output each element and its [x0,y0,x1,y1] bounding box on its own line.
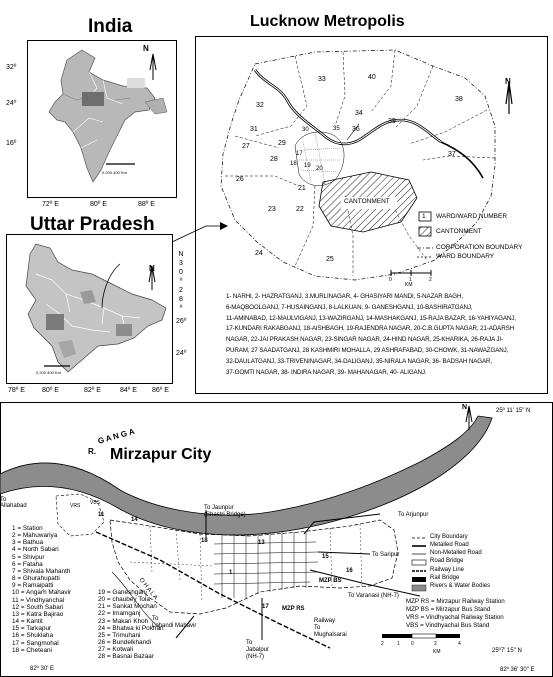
up-map [6,234,173,384]
india-scale-label: 0 200 400 Km [102,170,127,175]
ward-entry: 17 = Sangmohal [12,639,59,647]
lucknow-ward-29: 29 [278,140,286,147]
ward-entry: 5 = Shivpur [12,553,45,561]
mirzapur-coord-bottom-left: 82º 30' E [30,666,55,672]
place-mzp-bs: MZP BS [319,578,342,584]
ward-entry: 25 = Trimuhani [98,631,141,639]
lucknow-scale-label: KM [405,282,413,288]
ward-entry: 10 = Angarh Mahavir [12,589,72,597]
place-varanasi: To Varanasi (NH-7) [348,593,399,599]
lucknow-scale-0: 0 [389,277,392,283]
india-lon-88: 88º E [138,201,155,208]
abbrev-vbs: VBS = Vindhyachal Bus Stand [406,622,490,629]
mirzapur-ward-11: 11 [98,512,105,518]
ohala-label: O H A L A [137,577,159,602]
lucknow-ward-31: 31 [250,126,258,133]
ward-entry: 22 = Imamganj [98,610,141,618]
mirzapur-scale-4: 4 [458,641,461,647]
legend-city-boundary: City Boundary [430,534,468,540]
gomti-river [255,70,441,144]
mirzapur-scale-2l: 2 [381,641,384,647]
abbrev-vrs: VRS = Vindhyachal Railway Station [406,614,504,621]
legend-metalled-road: Metalled Road [430,542,469,548]
lucknow-ward-27: 27 [242,143,250,150]
ward-entry: 14 = Kantit [12,618,43,626]
ward-entry: 9 = Ramaipatti [12,582,54,590]
lucknow-ward-list [226,292,546,378]
ward-entry: 1 = Station [12,525,43,532]
legend-rail-bridge: Rail Bridge [430,575,460,581]
ward-list-line: PURAM, 27 SAADATGANJ, 28 KASHMIRI MOHALLA, 29 ASHRAFABAD, 30-CHOWK, 31-NAWAZGANJ, [226,346,509,354]
lucknow-ward-25: 25 [326,256,334,263]
mirzapur-ward-13: 13 [258,540,265,546]
ward-entry: 24 = Bhatwa ki Pokhari [98,624,164,632]
ward-entry: 8 = Ghurahupatti [12,575,60,583]
up-scale-label: 0 200 400 Km [36,370,61,375]
up-north-label: N [149,264,155,273]
place-jaunpur: To Jaunpur (Shastri Bridge) [204,505,246,518]
place-mzp-rs: MZP RS [282,606,305,612]
mirzapur-scale-label: KM [433,649,441,655]
place-saripur: To Saripur [372,552,400,558]
place-vrs: VRS [70,503,81,509]
lucknow-scale-1: 1 [409,277,412,283]
lucknow-ward-21: 21 [298,185,306,192]
mirzapur-ward-1: 1 [229,570,233,576]
ward-list-line: 1- NARHI, 2- HAZRATGANJ, 3.MURLINAGAR, 4- GHASIYARI MANDI, 5-NAZAR BAGH, [226,293,464,300]
up-lon-78: 78º E [8,387,25,394]
india-title: India [88,16,133,37]
mirzapur-coord-bottom-lat: 25º7' 15" N [492,648,522,654]
mirzapur-coord-top-right: 25º 11' 15" N [496,408,531,414]
ward-entry: 11 = Vindhyanchal [12,596,65,604]
mirzapur-scale-1: 1 [397,641,400,647]
ganga-label: G A N G A [96,426,136,446]
mirzapur-scale-2r: 2 [434,641,437,647]
lucknow-ward-39: 39 [388,118,396,125]
india-lon-80: 80º E [90,201,107,208]
ward-entry: 19 = Ganeshganj [98,589,147,596]
mirzapur-ward-18: 18 [201,538,208,544]
legend-non-metalled-road: Non-Metalled Road [430,550,482,556]
lucknow-ward-28: 28 [270,156,278,163]
mirzapur-abbreviations [406,598,505,630]
india-lat-24: 24º [6,100,17,107]
up-lat-right-label: N 3 0 º 2 8 º [178,251,184,312]
lucknow-north-label: N [505,77,511,86]
mirzapur-coord-bottom-lon: 82º 36' 30" E [500,667,535,673]
legend-rivers: Rivers & Water Bodies [430,583,491,589]
lucknow-cantonment-label: CANTONMENT [344,198,390,205]
ward-entry: 18 = Cheteani [12,646,52,654]
place-railway: Railway To Mughalsarai [314,618,347,638]
ward-entry: 20 = chaubey Tola [98,596,150,604]
up-lon-86: 86º E [152,387,169,394]
ward-list-line: 37-GOMTI NAGAR, 38- INDIRA NAGAR, 39- MAHANAGAR, 40- ALIGANJ. [226,368,427,376]
mirzapur-scale-0: 0 [411,641,414,647]
ward-entry: 6 = Fataha [12,560,43,568]
lucknow-ward-36: 36 [352,126,360,133]
up-lon-84: 84º E [120,387,137,394]
lucknow-ward-18: 18 [290,161,297,167]
abbrev-mzp-rs: MZP RS = Mirzapur Railway Station [406,598,505,605]
ganga-r-label: R. [88,447,96,456]
ward-list-line: 6-MAQBOOLGANJ, 7-HUSAINGANJ, 8-LALKUAN, 9- GANESHGANJ, 10-BASHIRATGANJ, [226,303,473,311]
legend-railway-line: Railway Line [430,567,465,573]
ward-entry: 27 = Kotwali [98,646,133,654]
ward-entry: 12 = South Sabari [12,603,64,611]
place-allahabad: To Allahabad [0,497,27,509]
up-lon-80: 80º E [42,387,59,394]
ward-entry: 28 = Basnai Bazaar [98,653,154,661]
lucknow-ward-35: 35 [333,126,340,132]
ward-entry: 15 = Tarkapur [12,625,52,633]
up-lat-26: 26º [176,318,187,325]
lucknow-ward-26: 26 [236,176,244,183]
lucknow-ward-20: 20 [316,166,323,172]
ward-list-line: 11-AMINABAD, 12-MAULVIGANJ, 13-WAZIRGANJ, 14-MASHAKGANJ, 15-RAJA BAZAR, 16-YAHIYAGANJ, [226,314,516,322]
ward-entry: 16 = Shuklaha [12,632,54,640]
lucknow-title: Lucknow Metropolis [250,13,405,30]
lucknow-ward-37: 37 [448,151,456,158]
lucknow-ward-38: 38 [455,96,463,103]
mirzapur-ward-16: 16 [346,568,353,574]
ward-entry: 23 = Makari Khoh [98,617,149,625]
ward-entry: 21 = Sankat Mochan [98,603,157,611]
place-vbs: VBS [90,500,101,506]
ward-entry: 7 = Shivala Mahanth [12,567,71,575]
lucknow-scale-2: 2 [429,277,432,283]
india-lon-72: 72º E [42,201,59,208]
lucknow-legend-cantonment: CANTONMENT [436,228,482,235]
lucknow-ward-17: 17 [296,151,303,157]
ward-entry: 26 = Bundelkhandi [98,639,152,647]
up-title: Uttar Pradesh [30,214,155,235]
place-lohandi: To Lohandi Mahavir [152,616,197,629]
lucknow-ward-23: 23 [268,206,276,213]
legend-road-bridge: Road Bridge [430,558,464,564]
lucknow-legend-key-1: 1 [422,213,426,220]
india-landmass [49,50,155,182]
ward-entry: 13 = Katra Bajirao [12,610,64,618]
ward-entry: 3 = Bathua [12,539,44,547]
ward-list-line: 17-KUNDARI RAKABGANJ, 18-AISHBAGH, 19-RAJENDRA NAGAR, 20-C.B.GUPTA NAGAR, 21-ADARSH [226,325,514,333]
ward-list-line: NAGAR, 22-JAI PRAKASH NAGAR, 23-SINGAR NAGAR, 24-HIND NAGAR, 25-KHARIKA, 26-RAJA JI- [226,336,503,344]
india-north-label: N [143,44,149,53]
mirzapur-ward-17: 17 [262,604,269,610]
lucknow-legend-corporation: CORPORATION BOUNDARY [436,244,523,251]
mirzapur-ward-14: 14 [131,517,138,523]
mirzapur-ward-list-left [12,525,71,654]
mirzapur-ward-list-right [98,589,164,661]
mirzapur-map [0,402,553,677]
lucknow-ward-33: 33 [318,76,326,83]
place-jabalpur: To Jabalpur (NH-7) [246,640,270,660]
india-lat-32: 32º [6,64,17,71]
up-landmass [26,244,166,372]
lucknow-ward-32: 32 [256,102,264,109]
lucknow-legend-ward: WARD/WARD NUMBER [436,213,508,220]
lucknow-legend-ward-boundary: WARD BOUNDARY [436,253,495,260]
mirzapur-title: Mirzapur City [110,446,212,463]
lucknow-ward-24: 24 [255,250,263,257]
mirzapur-north-label: N [462,404,468,411]
india-lat-16: 16º [6,140,17,147]
ward-entry: 4 = North Sabari [12,546,59,554]
mirzapur-ward-15: 15 [322,554,329,560]
abbrev-mzp-bs: MZP BS = Mirzapur Bus Stand [406,606,491,613]
lucknow-ward-22: 22 [296,206,304,213]
ward-list-line: 32-DAULATGANJ, 33-TRIVENINAGAR, 34-DALIGANJ, 35-NIRALA NAGAR, 36- BADSAH NAGAR, [226,357,493,365]
lucknow-ward-34: 34 [355,110,363,117]
up-lon-82: 82º E [84,387,101,394]
lucknow-ward-40: 40 [368,74,376,81]
lucknow-ward-19: 19 [304,163,311,169]
lucknow-ward-30: 30 [302,127,309,133]
ward-entry: 2 = Mahuwariya [12,532,58,540]
up-lat-24: 24º [176,350,187,357]
place-arjunpur: To Arjunpur [398,512,429,518]
